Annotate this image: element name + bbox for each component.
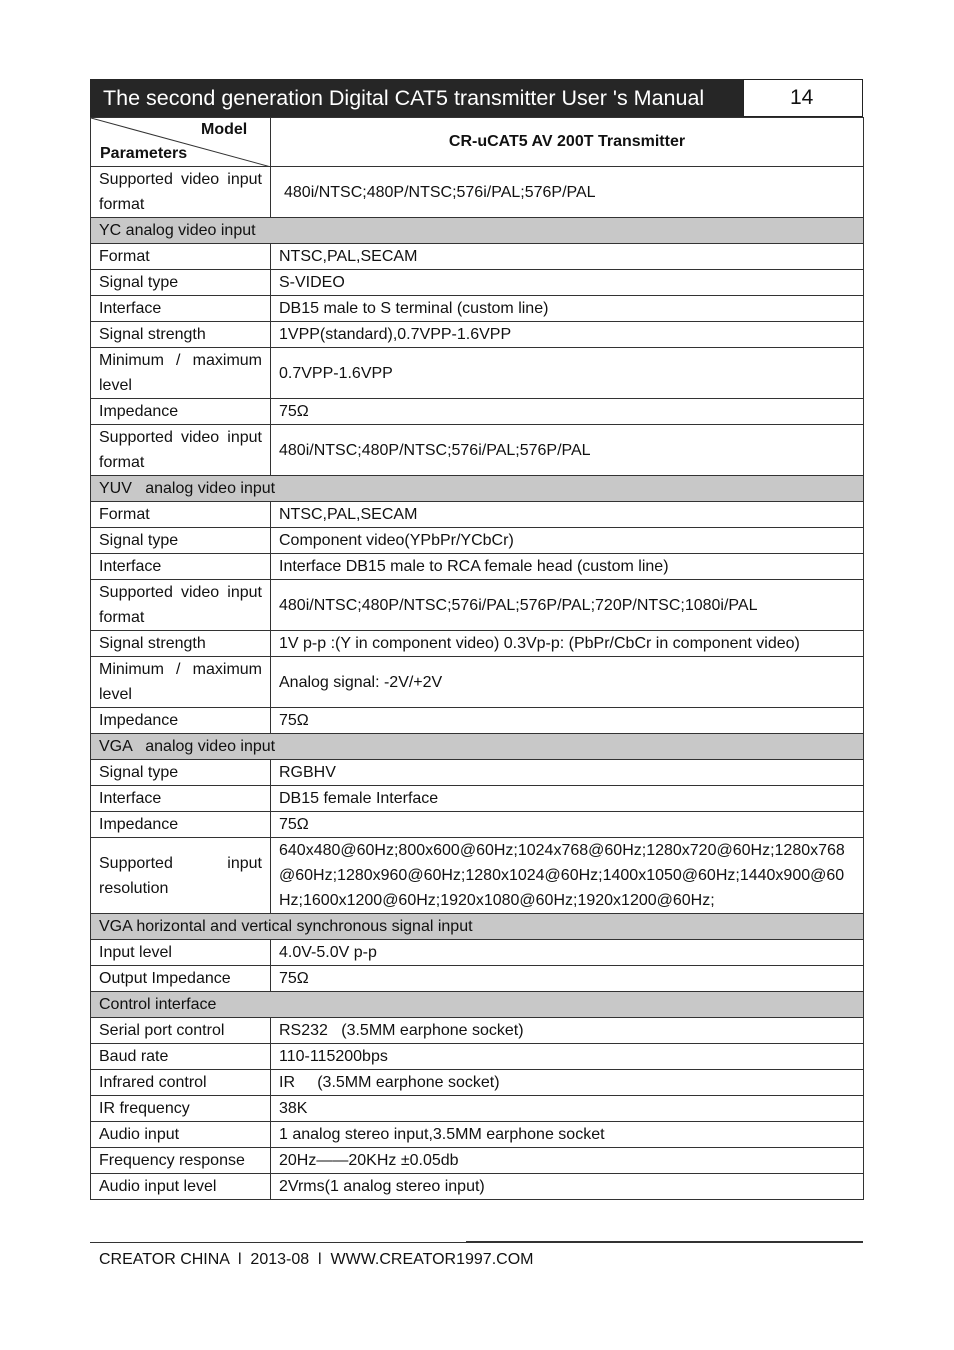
table-row <box>91 322 864 348</box>
param-label: Interface <box>91 296 271 322</box>
table-row <box>91 838 864 914</box>
param-value: 75Ω <box>271 708 864 734</box>
footer-divider-accent <box>466 1241 863 1243</box>
table-row <box>91 1148 864 1174</box>
param-label: Infrared control <box>91 1070 271 1096</box>
section-header <box>91 992 864 1018</box>
param-value: DB15 male to S terminal (custom line) <box>271 296 864 322</box>
param-value: 110-115200bps <box>271 1044 864 1070</box>
manual-title: The second generation Digital CAT5 transmitter User 's Manual <box>90 79 743 117</box>
param-value: 4.0V-5.0V p-p <box>271 940 864 966</box>
table-row <box>91 425 864 476</box>
param-label: Format <box>91 244 271 270</box>
table-row <box>91 760 864 786</box>
param-value: 75Ω <box>271 812 864 838</box>
param-label: IR frequency <box>91 1096 271 1122</box>
param-value: Component video(YPbPr/YCbCr) <box>271 528 864 554</box>
param-value: 1V p-p :(Y in component video) 0.3Vp-p: (PbPr/CbCr in component video) <box>271 631 864 657</box>
param-label: Baud rate <box>91 1044 271 1070</box>
parameters-label: Parameters <box>100 145 188 162</box>
param-label: Frequency response <box>91 1148 271 1174</box>
table-row <box>91 167 864 218</box>
table-row <box>91 348 864 399</box>
table-row <box>91 786 864 812</box>
table-row <box>91 1044 864 1070</box>
param-value: 640x480@60Hz;800x600@60Hz;1024x768@60Hz;1280x720@60Hz;1280x768@60Hz;1280x960@60Hz;1280x1024@60Hz;1400x1050@60Hz;1440x900@60Hz;1600x1200@60Hz;1920x1080@60Hz;1920x1200@60Hz; <box>271 838 864 914</box>
table-row <box>91 244 864 270</box>
param-value: 1 analog stereo input,3.5MM earphone socket <box>271 1122 864 1148</box>
param-value: Analog signal: -2V/+2V <box>271 657 864 708</box>
table-row <box>91 296 864 322</box>
table-row <box>91 580 864 631</box>
table-row <box>91 1096 864 1122</box>
section-title: Control interface <box>91 992 864 1018</box>
param-label: Minimum / maximum level <box>91 348 271 399</box>
param-label: Signal strength <box>91 631 271 657</box>
model-name: CR-uCAT5 AV 200T Transmitter <box>271 118 864 167</box>
table-row <box>91 1018 864 1044</box>
param-label: Supported video input format <box>91 580 271 631</box>
param-value: RGBHV <box>271 760 864 786</box>
table-row <box>91 812 864 838</box>
param-value: Interface DB15 male to RCA female head (custom line) <box>271 554 864 580</box>
param-value: IR (3.5MM earphone socket) <box>271 1070 864 1096</box>
section-title: YUV analog video input <box>91 476 864 502</box>
param-value: NTSC,PAL,SECAM <box>271 244 864 270</box>
table-row <box>91 1122 864 1148</box>
table-row <box>91 528 864 554</box>
param-label: Signal type <box>91 528 271 554</box>
param-value: DB15 female Interface <box>271 786 864 812</box>
spec-table <box>90 117 864 1200</box>
param-value: 480i/NTSC;480P/NTSC;576i/PAL;576P/PAL;720P/NTSC;1080i/PAL <box>271 580 864 631</box>
section-title: YC analog video input <box>91 218 864 244</box>
param-label: Audio input <box>91 1122 271 1148</box>
param-label: Signal type <box>91 760 271 786</box>
table-row <box>91 502 864 528</box>
param-value: 480i/NTSC;480P/NTSC;576i/PAL;576P/PAL <box>271 425 864 476</box>
section-title: VGA horizontal and vertical synchronous signal input <box>91 914 864 940</box>
param-value: NTSC,PAL,SECAM <box>271 502 864 528</box>
param-value: 1VPP(standard),0.7VPP-1.6VPP <box>271 322 864 348</box>
footer-text: CREATOR CHINA l 2013-08 l WWW.CREATOR1997.COM <box>99 1251 534 1268</box>
table-row <box>91 966 864 992</box>
table-row <box>91 708 864 734</box>
table-row <box>91 631 864 657</box>
table-row <box>91 1174 864 1200</box>
table-row <box>91 657 864 708</box>
param-label: Serial port control <box>91 1018 271 1044</box>
param-label: Impedance <box>91 708 271 734</box>
param-label: Format <box>91 502 271 528</box>
param-value: 20Hz——20KHz ±0.05db <box>271 1148 864 1174</box>
param-value: 38K <box>271 1096 864 1122</box>
table-row <box>91 399 864 425</box>
param-label: Interface <box>91 554 271 580</box>
table-row <box>91 940 864 966</box>
param-label: Output Impedance <box>91 966 271 992</box>
param-label: Impedance <box>91 812 271 838</box>
param-label: Supported input resolution <box>91 838 271 914</box>
corner-cell <box>91 118 271 167</box>
model-label: Model <box>201 121 248 138</box>
table-row <box>91 1070 864 1096</box>
param-value: 0.7VPP-1.6VPP <box>271 348 864 399</box>
param-label: Minimum / maximum level <box>91 657 271 708</box>
section-header <box>91 476 864 502</box>
table-row <box>91 270 864 296</box>
page-number: 14 <box>743 79 863 117</box>
section-title: VGA analog video input <box>91 734 864 760</box>
param-label: Interface <box>91 786 271 812</box>
section-header <box>91 218 864 244</box>
param-label: Supported video input format <box>91 167 271 218</box>
param-value: 480i/NTSC;480P/NTSC;576i/PAL;576P/PAL <box>271 167 864 218</box>
param-value: RS232 (3.5MM earphone socket) <box>271 1018 864 1044</box>
param-value: 75Ω <box>271 399 864 425</box>
param-label: Signal type <box>91 270 271 296</box>
param-label: Impedance <box>91 399 271 425</box>
page-header <box>90 79 863 117</box>
section-header <box>91 734 864 760</box>
param-label: Audio input level <box>91 1174 271 1200</box>
param-value: 75Ω <box>271 966 864 992</box>
param-value: 2Vrms(1 analog stereo input) <box>271 1174 864 1200</box>
section-header <box>91 914 864 940</box>
param-value: S-VIDEO <box>271 270 864 296</box>
param-label: Supported video input format <box>91 425 271 476</box>
param-label: Input level <box>91 940 271 966</box>
param-label: Signal strength <box>91 322 271 348</box>
table-row <box>91 554 864 580</box>
table-header-row <box>91 118 864 167</box>
